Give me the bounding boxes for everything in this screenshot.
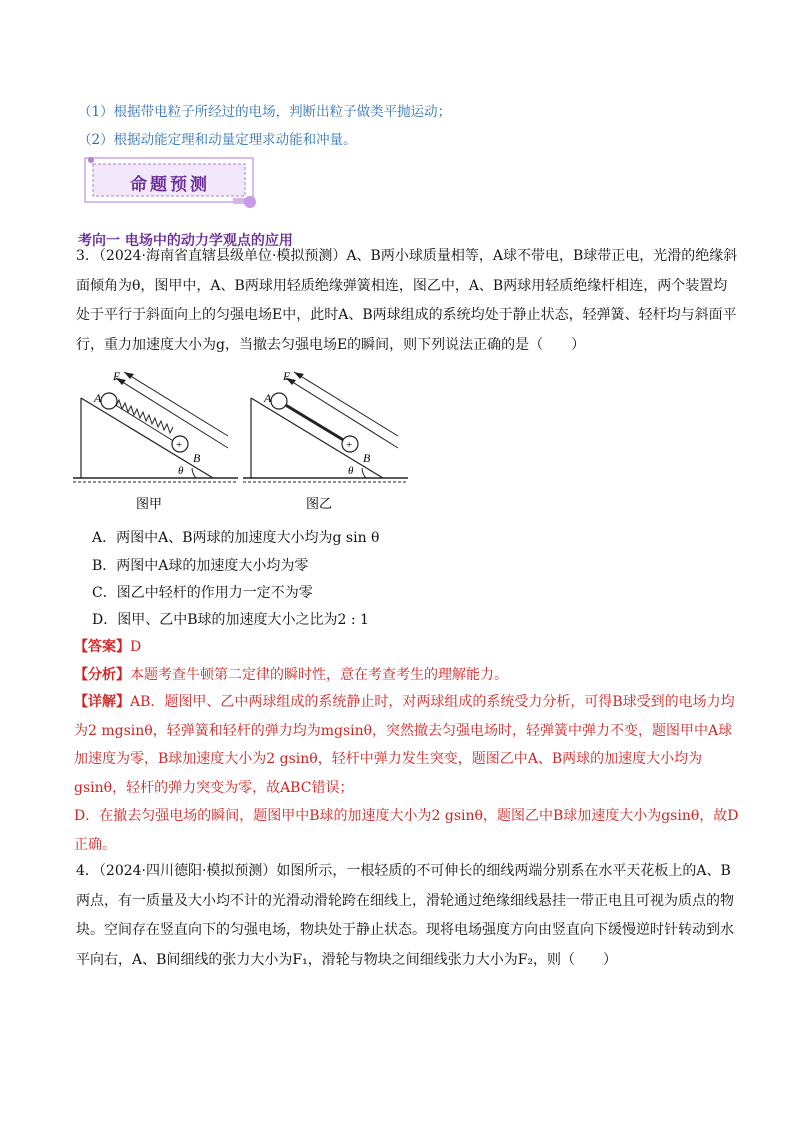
banner-title: 命题预测 — [130, 175, 210, 195]
figure-yi — [243, 372, 408, 482]
question-3-body: A、B两小球质量相等，A球不带电，B球带正电，光滑的绝缘斜面倾角为θ，图甲中，A、B两球用轻质绝缘弹簧相连，图乙中，A、B两球用轻质绝缘杆相连，两个装置均处于平行于斜面向上的匀强电场E中，此时A、B两球组成的系统均处于静止状态，轻弹簧、轻杆均与斜面平行，重力加速度大小为g，当撤去匀强电场E的瞬间，则下列说法正确的是（ ） — [76, 248, 738, 353]
label-E-yi: E — [283, 369, 291, 383]
analysis — [74, 664, 508, 684]
detail-label: 【详解】 — [74, 694, 130, 710]
answer — [74, 636, 141, 656]
option-d: D．图甲、乙中B球的加速度大小之比为2 : 1 — [92, 612, 369, 628]
label-B-yi: B — [363, 451, 371, 465]
label-B-jia: B — [193, 451, 201, 465]
caption-yi: 图乙 — [306, 497, 333, 512]
analysis-text: 本题考查牛顿第二定律的瞬时性，意在考查考生的理解能力。 — [130, 667, 508, 683]
label-theta-jia: θ — [178, 465, 184, 477]
answer-value: D — [130, 639, 142, 655]
detail-line-ab: AB．题图甲、乙中两球组成的系统静止时，对两球组成的系统受力分析，可得B球受到的电场力均为2 mgsinθ，轻弹簧和轻杆的弹力均为mgsinθ，突然撤去匀强电场时，轻弹簧中弹力不变，题图甲中A球加速度为零，B球加速度大小为2 gsinθ，轻杆中弹力发生突变，题图乙中A、B两球的加速度大小均为gsinθ，轻杆的弹力突变为零，故ABC错误； — [74, 694, 735, 796]
answer-label: 【答案】 — [74, 639, 130, 655]
label-A-jia: A — [94, 391, 102, 405]
question-4: 4．（2024·四川德阳·模拟预测）如图所示，一根轻质的不可伸长的细线两端分别系在水平天花板上的A、B两点，有一质量及大小均不计的光滑动滑轮跨在细线上，滑轮通过绝缘细线悬挂一带正电且可视为质点的物块。空间存在竖直向下的匀强电场，物块处于静止状态。现将电场强度方向由竖直向下缓慢逆时针转动到水平向右，A、B间细线的张力大小为F₁，滑轮与物块之间细线张力大小为F₂，则（ ） — [76, 863, 734, 968]
tip-line-1: （1）根据带电粒子所经过的电场，判断出粒子做类平抛运动； — [78, 104, 452, 120]
tip-line-2: （2）根据动能定理和动量定理求动能和冲量。 — [78, 132, 357, 148]
detail — [74, 688, 744, 859]
option-c: C．图乙中轻杆的作用力一定不为零 — [92, 585, 313, 601]
label-E-jia: E — [113, 369, 121, 383]
section-title: 考向一 电场中的动力学观点的应用 — [78, 233, 293, 249]
label-A-yi: A — [264, 391, 272, 405]
question-3 — [76, 242, 741, 360]
detail-line-d: D．在撤去匀强电场的瞬间，题图甲中B球的加速度大小为2 gsinθ，题图乙中B球加速度大小为gsinθ，故D正确。 — [74, 808, 739, 853]
label-plus-jia: + — [176, 439, 183, 451]
option-b: B．两图中A球的加速度大小均为零 — [92, 558, 309, 574]
question-3-source: 3．（2024·海南省直辖县级单位·模拟预测） — [76, 248, 347, 264]
label-theta-yi: θ — [348, 465, 354, 477]
option-a: A．两图中A、B两球的加速度大小均为g sin θ — [92, 530, 380, 546]
figure-jia — [73, 372, 238, 482]
caption-jia: 图甲 — [136, 497, 163, 512]
incline-figures — [68, 360, 418, 520]
label-plus-yi: + — [346, 439, 353, 451]
analysis-label: 【分析】 — [74, 667, 130, 683]
